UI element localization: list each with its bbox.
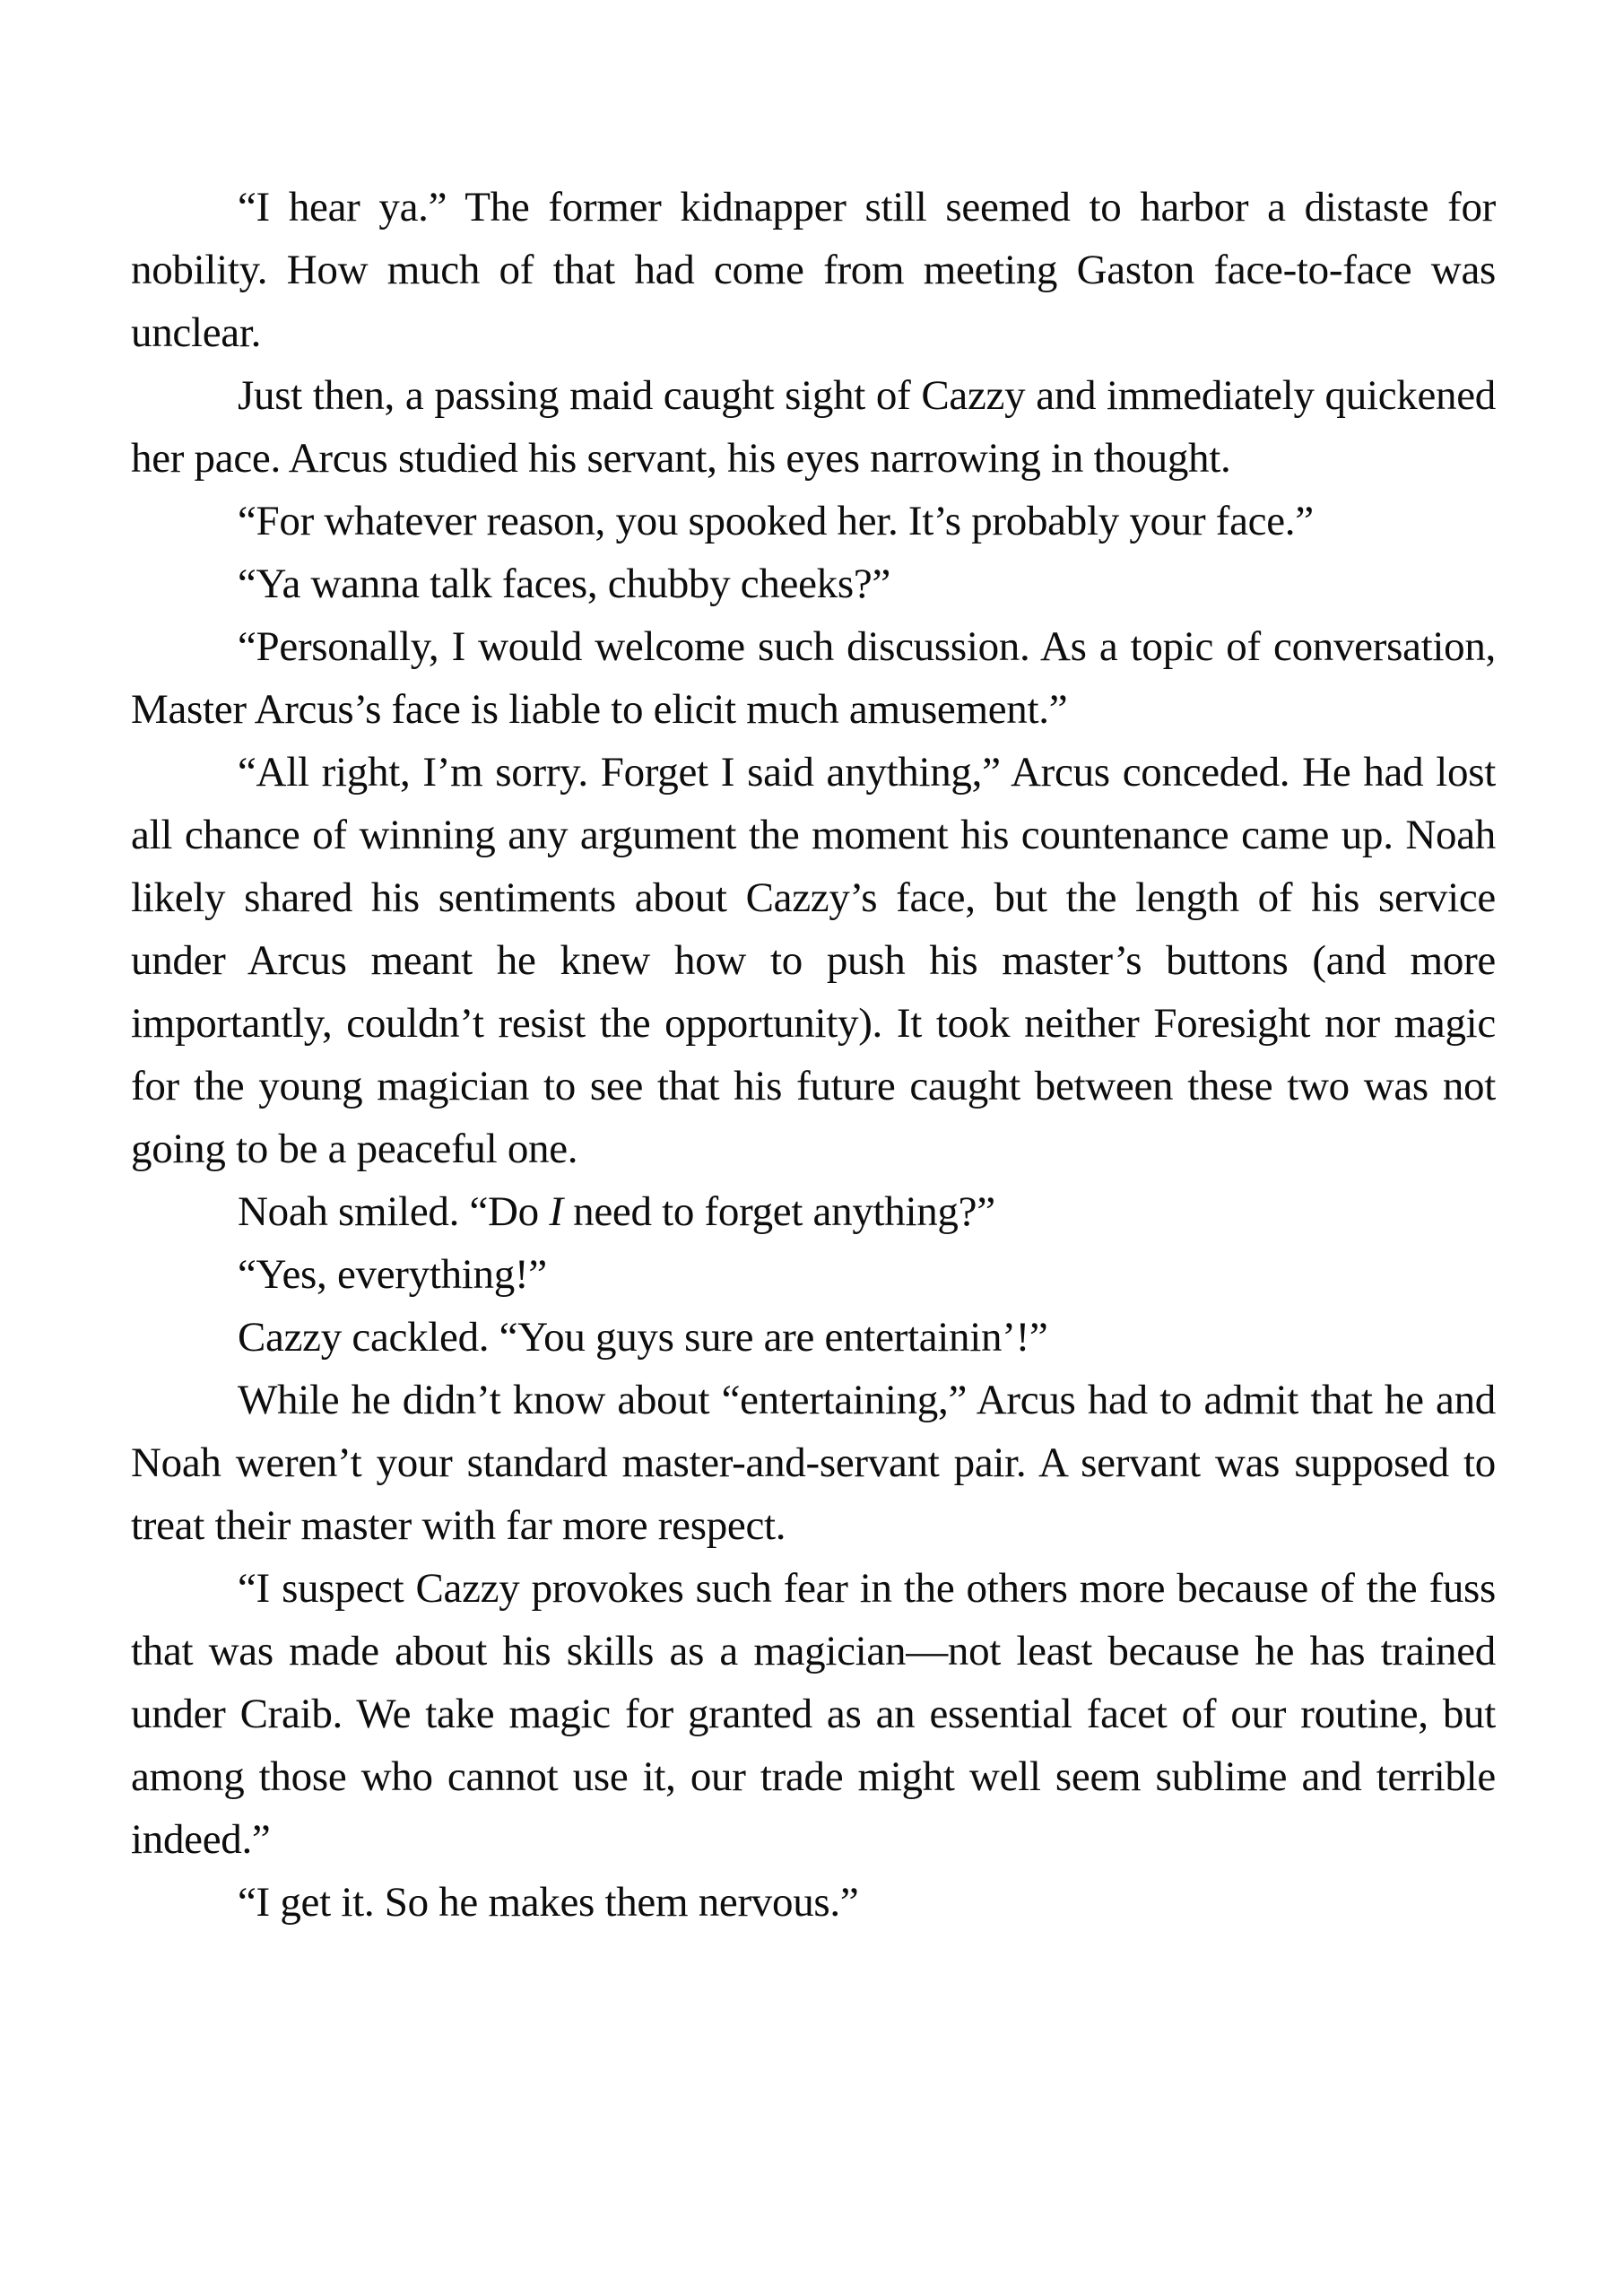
paragraph-3: “For whatever reason, you spooked her. It’s probably your face.” <box>238 498 1314 544</box>
paragraph-7-part-3: need to forget anything?” <box>562 1188 995 1235</box>
page-text-block <box>131 176 1496 1934</box>
paragraph-7-italic-word: I <box>549 1188 563 1235</box>
paragraph-7 <box>131 1180 1496 1243</box>
paragraph-12: “I get it. So he makes them nervous.” <box>238 1879 859 1926</box>
paragraph-5: “Personally, I would welcome such discussion. As a topic of conversation, Master Arcus’s face is liable to elicit much amusement.” <box>131 623 1496 733</box>
paragraph-6: “All right, I’m sorry. Forget I said anything,” Arcus conceded. He had lost all chance of winning any argument the moment his countenance came up. Noah likely shared his sentiments about Cazzy’s face, but the length of his service under Arcus meant he knew how to push his master’s buttons (and more importantly, couldn’t resist the opportunity). It took neither Foresight nor magic for the young magician to see that his future caught between these two was not going to be a peaceful one. <box>131 749 1496 1172</box>
paragraph-9: Cazzy cackled. “You guys sure are entertainin’!” <box>238 1314 1048 1361</box>
paragraph-7-part-1: Noah smiled. “Do <box>238 1188 550 1235</box>
paragraph-10: While he didn’t know about “entertaining,” Arcus had to admit that he and Noah weren’t your standard master-and-servant pair. A servant was supposed to treat their master with far more respect. <box>131 1377 1496 1549</box>
paragraph-1: “I hear ya.” The former kidnapper still seemed to harbor a distaste for nobility. How much of that had come from meeting Gaston face-to-face was unclear. <box>131 184 1496 356</box>
paragraph-2: Just then, a passing maid caught sight of Cazzy and immediately quickened her pace. Arcus studied his servant, his eyes narrowing in thought. <box>131 372 1496 482</box>
paragraph-8: “Yes, everything!” <box>238 1251 547 1298</box>
paragraph-11: “I suspect Cazzy provokes such fear in the others more because of the fuss that was made about his skills as a magician—not least because he has trained under Craib. We take magic for granted as an essential facet of our routine, but among those who cannot use it, our trade might well seem sublime and terrible indeed.” <box>131 1565 1496 1863</box>
paragraph-4: “Ya wanna talk faces, chubby cheeks?” <box>238 561 890 607</box>
